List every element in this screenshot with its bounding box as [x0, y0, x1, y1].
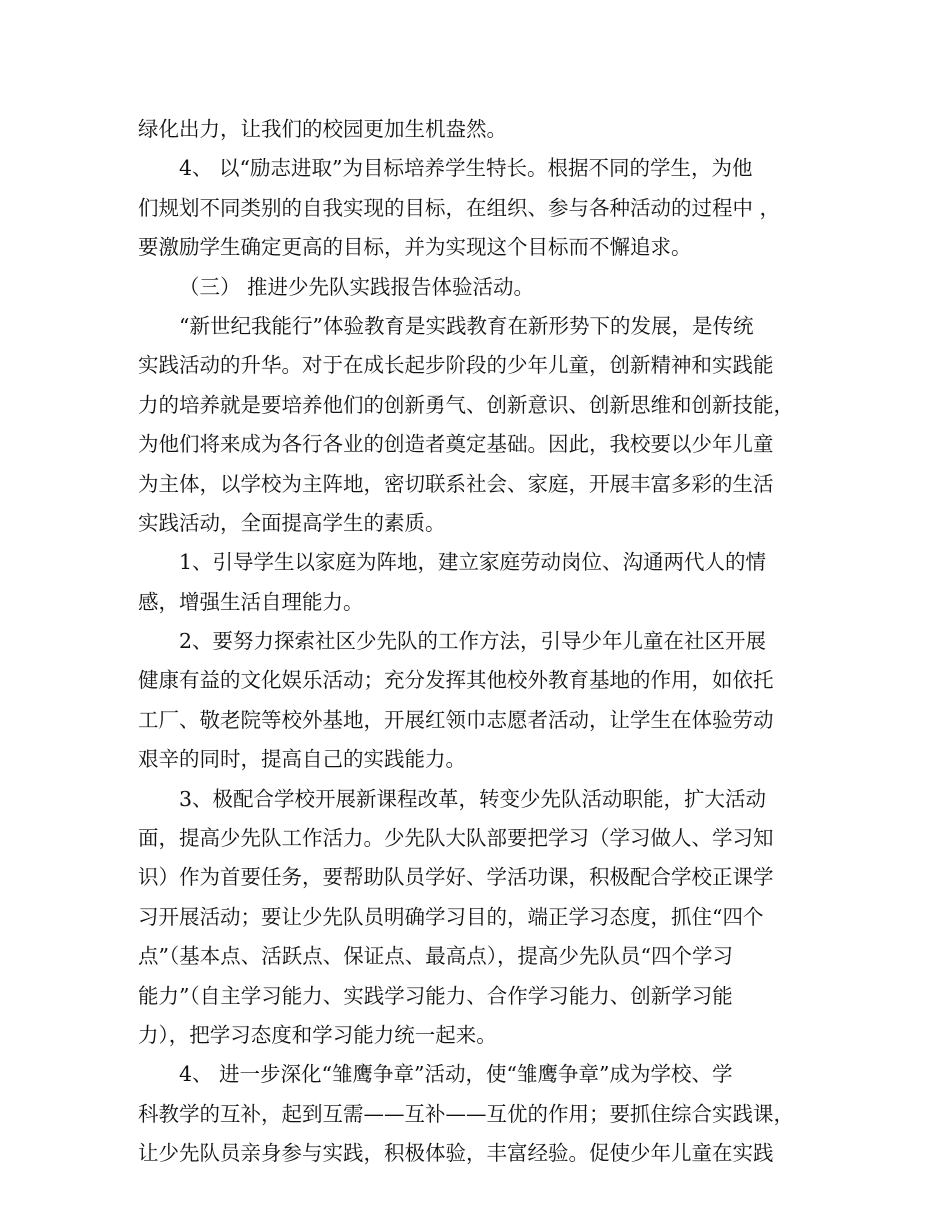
text-line: 健康有益的文化娱乐活动；充分发挥其他校外教育基地的作用，如依托: [138, 668, 774, 693]
text-line: 3、极配合学校开展新课程改革，转变少先队活动职能，扩大活动: [179, 786, 767, 811]
text-line: 识）作为首要任务，要帮助队员学好、学活功课，积极配合学校正课学: [138, 865, 774, 890]
text-line: 4、 进一步深化“雏鹰争章”活动，使“雏鹰争章”成为学校、学: [179, 1062, 733, 1087]
text-line: 能力”（自主学习能力、实践学习能力、合作学习能力、创新学习能: [138, 983, 733, 1008]
text-line: 要激励学生确定更高的目标，并为实现这个目标而不懈追求。: [138, 235, 692, 260]
text-line: 实践活动的升华。对于在成长起步阶段的少年儿童，创新精神和实践能: [138, 353, 774, 378]
text-line: 4、 以“励志进取”为目标培养学生特长。根据不同的学生，为他: [179, 156, 753, 181]
text-line: 工厂、敬老院等校外基地，开展红领巾志愿者活动，让学生在体验劳动: [138, 707, 774, 732]
text-line: 艰辛的同时，提高自己的实践能力。: [138, 747, 466, 772]
text-line: “新世纪我能行”体验教育是实践教育在新形势下的发展，是传统: [179, 313, 754, 338]
text-line: 力），把学习态度和学习能力统一起来。: [138, 1022, 497, 1047]
body-text: [138, 110, 818, 1174]
text-line: 为他们将来成为各行各业的创造者奠定基础。因此，我校要以少年儿童: [138, 432, 774, 457]
text-line: （三） 推进少先队实践报告体验活动。: [179, 274, 535, 299]
text-line: 习开展活动；要让少先队员明确学习目的，端正学习态度，抓住“四个: [138, 904, 764, 929]
text-line: 绿化出力，让我们的校园更加生机盎然。: [138, 117, 507, 141]
text-line: 感，增强生活自理能力。: [138, 589, 364, 614]
text-line: 科教学的互补，起到互需——互补——互优的作用；要抓住综合实践课，: [138, 1101, 794, 1126]
text-line: 让少先队员亲身参与实践，积极体验，丰富经验。促使少年儿童在实践: [138, 1141, 774, 1166]
text-line: 点”（基本点、活跃点、保证点、最高点），提高少先队员“四个学习: [138, 944, 733, 969]
text-line: 2、要努力探索社区少先队的工作方法，引导少年儿童在社区开展: [179, 629, 767, 654]
text-line: 们规划不同类别的自我实现的目标，在组织、参与各种活动的过程中 ，: [138, 195, 781, 220]
text-line: 为主体，以学校为主阵地，密切联系社会、家庭，开展丰富多彩的生活: [138, 471, 774, 496]
text-line: 实践活动，全面提高学生的素质。: [138, 510, 446, 535]
text-line: 面，提高少先队工作活力。少先队大队部要把学习（学习做人、学习知: [138, 826, 774, 851]
text-line: 力的培养就是要培养他们的创新勇气、创新意识、创新思维和创新技能，: [138, 392, 794, 417]
text-line: 1、引导学生以家庭为阵地，建立家庭劳动岗位、沟通两代人的情: [179, 550, 767, 575]
